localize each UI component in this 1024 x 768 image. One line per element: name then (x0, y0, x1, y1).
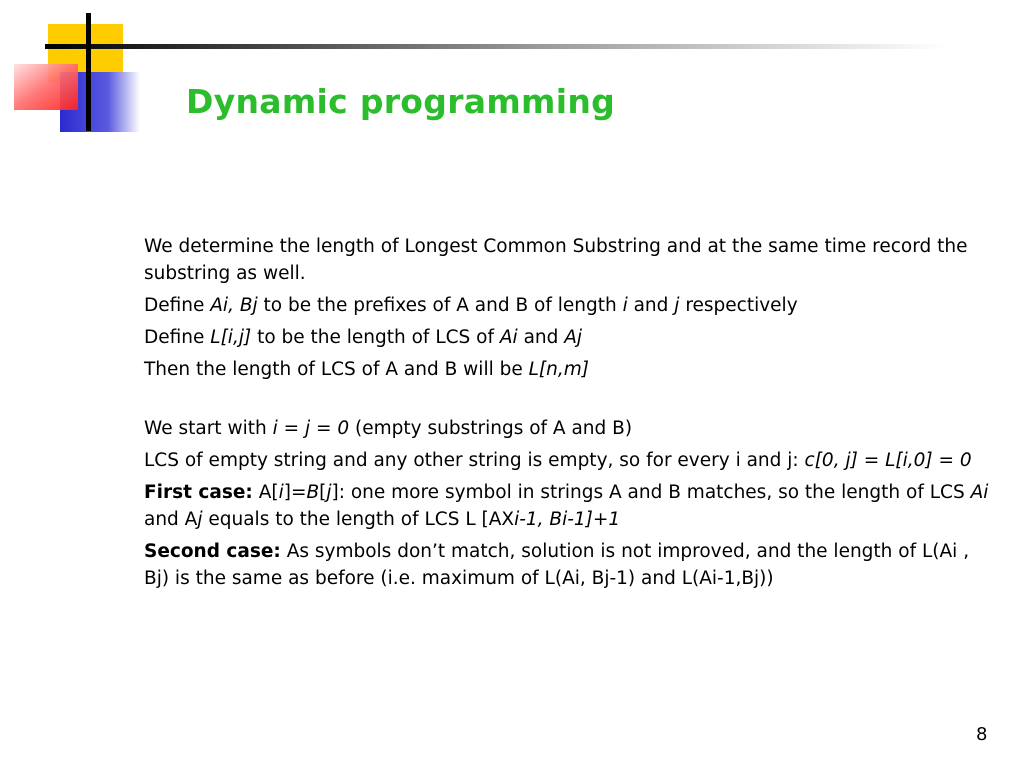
paragraph-empty-string: LCS of empty string and any other string is empty, so for every i and j: c[0, j] = L[i,0] = 0 (144, 450, 972, 471)
second-case-label: Second case: (144, 541, 281, 562)
first-case-label: First case: (144, 482, 253, 503)
deco-red-square (14, 64, 78, 110)
slide-body (144, 233, 989, 597)
page-number: 8 (976, 724, 988, 745)
paragraph-first-case: First case: A[i]=B[j]: one more symbol in strings A and B matches, so the length of LCS Ai and Aj equals to the length of LCS L [AXi-1, Bi-1]+1 (144, 482, 989, 530)
paragraph-second-case: Second case: As symbols don’t match, solution is not improved, and the length of L(Ai , Bj) is the same as before (i.e. maximum of L(Ai, Bj-1) and L(Ai-1,Bj)) (144, 541, 970, 589)
paragraph-gap (144, 388, 989, 415)
paragraph-define-lij: Define L[i,j] to be the length of LCS of Ai and Aj (144, 327, 583, 348)
paragraph-start: We start with i = j = 0 (empty substrings of A and B) (144, 418, 633, 439)
paragraph-define-prefixes: Define Ai, Bj to be the prefixes of A and B of length i and j respectively (144, 295, 798, 316)
paragraph-intro: We determine the length of Longest Common Substring and at the same time record the substring as well. (144, 236, 968, 284)
paragraph-result: Then the length of LCS of A and B will be L[n,m] (144, 359, 589, 380)
slide-title: Dynamic programming (186, 82, 616, 121)
deco-horizontal-line (45, 44, 945, 49)
deco-vertical-line (86, 13, 91, 131)
